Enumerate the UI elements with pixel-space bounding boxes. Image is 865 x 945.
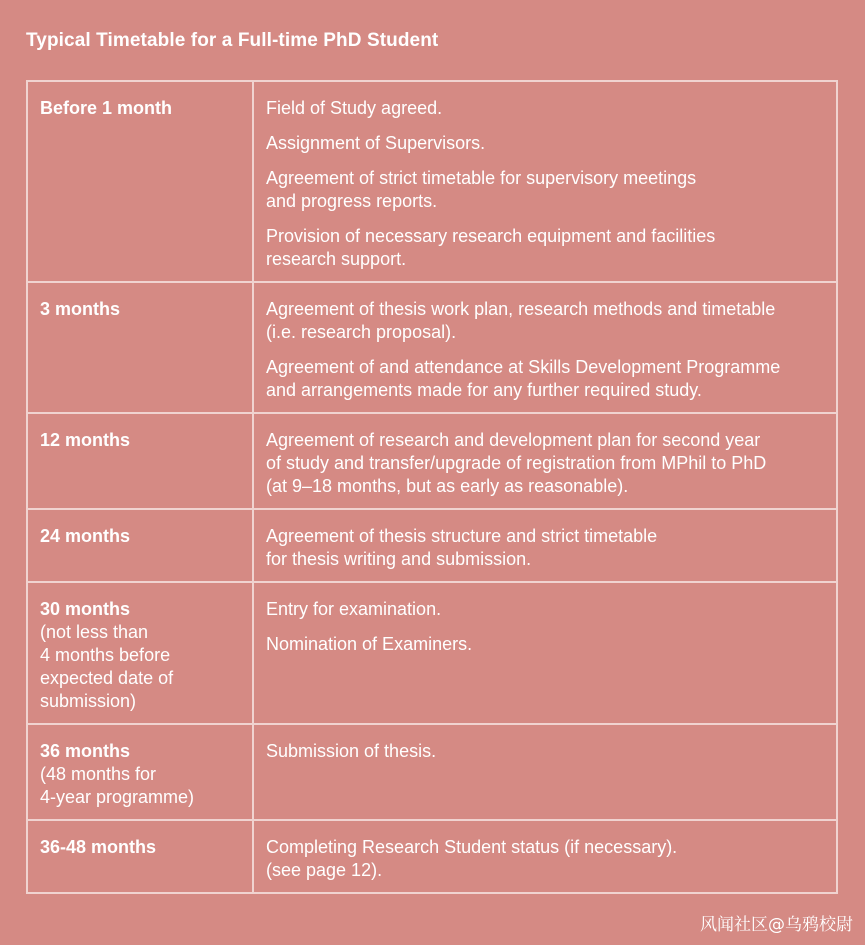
detail-item: Agreement of research and development plan for second year of study and transfer/upgrade of registration from MPhil to PhD (at 9–18 months, but as early as reasonable). bbox=[266, 430, 767, 496]
detail-item: Provision of necessary research equipment and facilities research support. bbox=[266, 226, 716, 269]
period-cell bbox=[27, 820, 253, 893]
detail-item: Agreement of thesis structure and strict timetable for thesis writing and submission. bbox=[266, 526, 658, 569]
details-cell bbox=[253, 413, 837, 509]
period-cell bbox=[27, 724, 253, 820]
period-cell bbox=[27, 282, 253, 413]
period-label: 3 months bbox=[40, 299, 121, 319]
timetable bbox=[26, 80, 838, 894]
detail-item: Agreement of and attendance at Skills Development Programme and arrangements made for any further required study. bbox=[266, 357, 781, 400]
detail-item: Assignment of Supervisors. bbox=[266, 133, 486, 153]
detail-item: Agreement of strict timetable for supervisory meetings and progress reports. bbox=[266, 168, 697, 211]
period-label: Before 1 month bbox=[40, 98, 173, 118]
watermark: 风闻社区@乌鸦校尉 bbox=[700, 915, 853, 935]
timetable-row bbox=[27, 582, 837, 724]
period-label: 36 months bbox=[40, 741, 131, 761]
detail-item: Entry for examination. bbox=[266, 599, 442, 619]
period-label: 24 months bbox=[40, 526, 131, 546]
page-title: Typical Timetable for a Full-time PhD Student bbox=[26, 30, 439, 51]
detail-item: Field of Study agreed. bbox=[266, 98, 443, 118]
timetable-row bbox=[27, 413, 837, 509]
details-cell bbox=[253, 724, 837, 820]
timetable-row bbox=[27, 282, 837, 413]
timetable-row bbox=[27, 81, 837, 282]
details-cell bbox=[253, 582, 837, 724]
period-label: 30 months bbox=[40, 599, 131, 619]
timetable-row bbox=[27, 724, 837, 820]
detail-item: Nomination of Examiners. bbox=[266, 634, 473, 654]
detail-item: Agreement of thesis work plan, research methods and timetable (i.e. research proposal). bbox=[266, 299, 776, 342]
period-note: (not less than 4 months before expected date of submission) bbox=[40, 622, 174, 711]
period-note: (48 months for 4-year programme) bbox=[40, 764, 195, 807]
timetable-row bbox=[27, 509, 837, 582]
details-cell bbox=[253, 509, 837, 582]
period-cell bbox=[27, 81, 253, 282]
period-label: 12 months bbox=[40, 430, 131, 450]
period-cell bbox=[27, 582, 253, 724]
details-cell bbox=[253, 81, 837, 282]
detail-item: Submission of thesis. bbox=[266, 741, 437, 761]
details-cell bbox=[253, 820, 837, 893]
period-cell bbox=[27, 413, 253, 509]
details-cell bbox=[253, 282, 837, 413]
timetable-row bbox=[27, 820, 837, 893]
detail-item: Completing Research Student status (if necessary). (see page 12). bbox=[266, 837, 678, 880]
period-cell bbox=[27, 509, 253, 582]
timetable-body bbox=[27, 81, 837, 893]
period-label: 36-48 months bbox=[40, 837, 157, 857]
